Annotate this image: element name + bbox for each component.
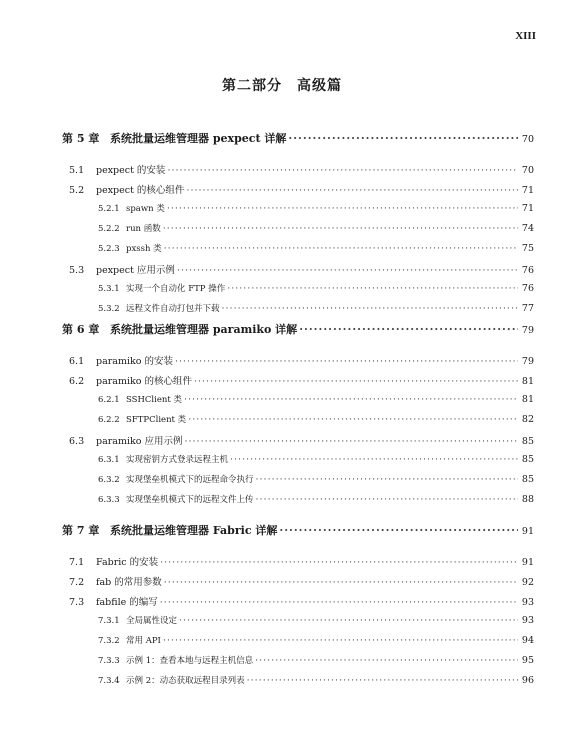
entry-number: 7.2 [69,577,85,588]
entry-page-number: 70 [521,134,534,145]
entry-page-number: 91 [521,526,534,537]
entry-title: Fabric 的安装 [96,557,159,568]
subsection-entry[interactable] [0,634,564,646]
entry-number: 5.2.2 [98,224,120,234]
subsection-entry[interactable] [0,674,564,686]
dot-leader [177,265,518,276]
entry-number: 6.2 [69,376,85,387]
dot-leader [175,356,518,367]
entry-number: 5.1 [69,165,85,176]
dot-leader [288,132,518,145]
section-entry[interactable] [0,182,564,196]
subsection-entry[interactable] [0,282,564,294]
entry-number: 第 6 章 [62,323,100,336]
entry-title: fabfile 的编写 [96,597,158,608]
entry-page-number: 74 [521,223,534,234]
entry-number: 7.1 [69,557,85,568]
dot-leader [194,376,518,387]
entry-number: 6.2.1 [98,395,120,405]
entry-number: 5.2.3 [98,244,120,254]
dot-leader [186,185,518,196]
entry-number: 第 7 章 [62,524,100,537]
section-entry[interactable] [0,554,564,568]
entry-number: 6.2.2 [98,415,120,425]
entry-page-number: 76 [521,265,534,276]
entry-title: 系统批量运维管理器 pexpect 详解 [110,132,287,145]
subsection-entry[interactable] [0,493,564,505]
dot-leader [256,494,518,505]
dot-leader [188,414,518,425]
entry-page-number: 95 [521,655,534,666]
dot-leader [184,394,518,405]
entry-page-number: 93 [521,615,534,626]
subsection-entry[interactable] [0,413,564,425]
entry-number: 5.2.1 [98,204,120,214]
entry-title: SSHClient 类 [126,395,182,405]
entry-title: 示例 1：查看本地与远程主机信息 [126,656,254,666]
section-entry[interactable] [0,594,564,608]
entry-title: 实现堡垒机模式下的远程命令执行 [126,475,254,485]
part-title: 第二部分 高级篇 [222,78,342,94]
dot-leader [167,165,518,176]
entry-title: pexpect 应用示例 [96,265,175,276]
subsection-entry[interactable] [0,654,564,666]
entry-number: 7.3.4 [98,676,120,686]
entry-title: fab 的常用参数 [96,577,162,588]
subsection-entry[interactable] [0,202,564,214]
chapter-heading[interactable] [0,321,564,337]
section-entry[interactable] [0,574,564,588]
entry-number: 5.3.2 [98,304,120,314]
entry-title: 全局属性设定 [126,616,178,626]
entry-page-number: 81 [521,394,534,405]
entry-number: 5.3 [69,265,85,276]
entry-title: pxssh 类 [126,244,162,254]
entry-page-number: 81 [521,376,534,387]
subsection-entry[interactable] [0,453,564,465]
entry-page-number: 85 [521,436,534,447]
dot-leader [227,283,518,294]
section-entry[interactable] [0,433,564,447]
section-entry[interactable] [0,262,564,276]
entry-number: 6.3.1 [98,455,120,465]
entry-title: 实现堡垒机模式下的远程文件上传 [126,495,254,505]
entry-page-number: 75 [521,243,534,254]
dot-leader [222,303,518,314]
entry-number: 7.3.3 [98,656,120,666]
entry-page-number: 79 [521,356,534,367]
entry-page-number: 82 [521,414,534,425]
entry-page-number: 71 [521,203,534,214]
section-entry[interactable] [0,162,564,176]
entry-title: SFTPClient 类 [126,415,187,425]
entry-number: 7.3.2 [98,636,120,646]
subsection-entry[interactable] [0,393,564,405]
dot-leader [160,597,518,608]
entry-page-number: 92 [521,577,534,588]
entry-title: 系统批量运维管理器 paramiko 详解 [110,323,298,336]
entry-title: paramiko 的安装 [96,356,173,367]
entry-title: paramiko 应用示例 [96,436,183,447]
dot-leader [163,635,518,646]
dot-leader [185,436,519,447]
entry-page-number: 77 [521,303,534,314]
dot-leader [164,243,518,254]
entry-page-number: 85 [521,454,534,465]
entry-number: 5.3.1 [98,284,120,294]
entry-page-number: 85 [521,474,534,485]
entry-number: 6.1 [69,356,85,367]
subsection-entry[interactable] [0,614,564,626]
entry-title: pexpect 的核心组件 [96,185,185,196]
entry-page-number: 96 [521,675,534,686]
section-entry[interactable] [0,353,564,367]
entry-number: 6.3.2 [98,475,120,485]
dot-leader [164,577,518,588]
entry-number: 5.2 [69,185,85,196]
dot-leader [230,454,518,465]
entry-title: 实现一个自动化 FTP 操作 [126,284,226,294]
entry-page-number: 88 [521,494,534,505]
dot-leader [167,203,518,214]
entry-title: 远程文件自动打包并下载 [126,304,220,314]
subsection-entry[interactable] [0,302,564,314]
page-number: XIII [515,30,536,42]
entry-number: 6.3.3 [98,495,120,505]
entry-number: 第 5 章 [62,132,100,145]
dot-leader [256,474,518,485]
entry-page-number: 76 [521,283,534,294]
subsection-entry[interactable] [0,222,564,234]
entry-number: 6.3 [69,436,85,447]
entry-title: paramiko 的核心组件 [96,376,192,387]
entry-number: 7.3.1 [98,616,120,626]
entry-title: 实现密钥方式登录远程主机 [126,455,229,465]
dot-leader [255,655,518,666]
dot-leader [160,557,518,568]
subsection-entry[interactable] [0,473,564,485]
chapter-heading[interactable] [0,130,564,146]
entry-page-number: 79 [521,325,534,336]
entry-title: 常用 API [126,636,161,646]
entry-page-number: 91 [521,557,534,568]
section-entry[interactable] [0,373,564,387]
entry-page-number: 93 [521,597,534,608]
entry-title: 示例 2：动态获取远程目录列表 [126,676,245,686]
dot-leader [179,615,518,626]
entry-number: 7.3 [69,597,85,608]
chapter-heading[interactable] [0,522,564,538]
dot-leader [299,323,518,336]
entry-title: 系统批量运维管理器 Fabric 详解 [110,524,278,537]
dot-leader [163,223,518,234]
entry-page-number: 71 [521,185,534,196]
dot-leader [279,524,518,537]
subsection-entry[interactable] [0,242,564,254]
entry-title: pexpect 的安装 [96,165,166,176]
entry-page-number: 70 [521,165,534,176]
dot-leader [247,675,518,686]
entry-title: run 函数 [126,224,161,234]
entry-title: spawn 类 [126,204,165,214]
entry-page-number: 94 [521,635,534,646]
